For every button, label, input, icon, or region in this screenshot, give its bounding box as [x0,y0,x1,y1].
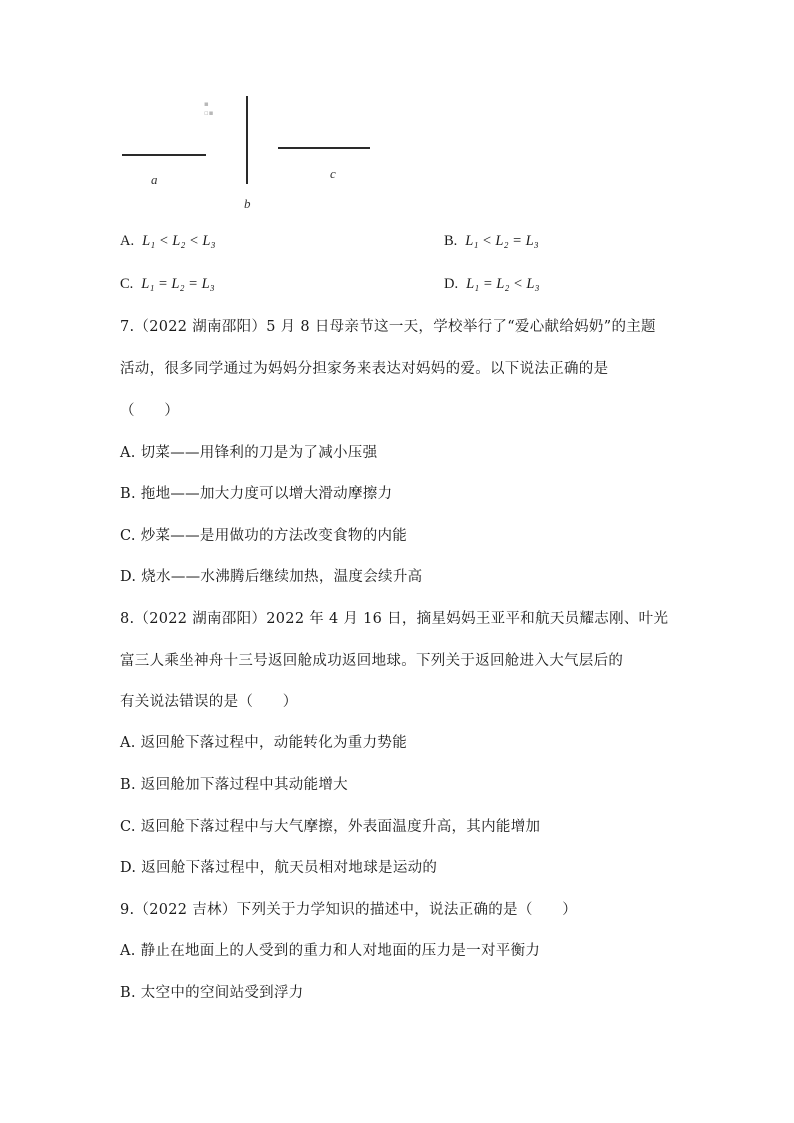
segment-b [246,96,248,184]
line-segments-figure [0,0,794,220]
q8-option-b: B. 返回舱加下落过程中其动能增大 [120,777,348,793]
q6-option-d-letter: D. [444,276,459,292]
q7-option-b: B. 拖地——加大力度可以增大滑动摩擦力 [120,486,393,502]
q6-option-b-expr: L₁ < L₂ = L₃ [465,233,539,249]
q9-option-a: A. 静止在地面上的人受到的重力和人对地面的压力是一对平衡力 [120,943,541,959]
q6-option-d-expr: L₁ = L₂ < L₃ [466,276,540,292]
q7-stem-line-1: 7.（2022 湖南邵阳）5 月 8 日母亲节这一天，学校举行了“爱心献给妈奶”的主题 [120,319,656,335]
segment-c-label: c [330,166,336,181]
q8-option-d: D. 返回舱下落过程中，航天员相对地球是运动的 [120,860,438,876]
segment-a-label: a [151,172,158,187]
q6-option-b-letter: B. [444,233,458,249]
q6-option-c-expr: L₁ = L₂ = L₃ [141,276,215,292]
q8-option-c: C. 返回舱下落过程中与大气摩擦，外表面温度升高，其内能增加 [120,819,541,835]
q6-option-a-letter: A. [120,233,135,249]
q8-stem-line-2: 富三人乘坐神舟十三号返回舱成功返回地球。下列关于返回舱进入大气层后的 [120,653,624,669]
q9-option-b: B. 太空中的空间站受到浮力 [120,985,304,1001]
scan-smudge: ▪ ▫▪ [204,100,214,117]
q8-stem-line-3: 有关说法错误的是（ ） [120,694,298,710]
q6-option-c [120,276,215,293]
segment-c [278,147,370,149]
segment-b-label: b [244,196,251,211]
q6-option-a-expr: L₁ < L₂ < L₃ [142,233,216,249]
q7-stem-line-2: 活动，很多同学通过为妈妈分担家务来表达对妈妈的爱。以下说法正确的是 [120,361,609,377]
q7-option-c: C. 炒菜——是用做功的方法改变食物的内能 [120,528,408,544]
q6-option-c-letter: C. [120,276,134,292]
q6-option-a [120,233,216,250]
q6-option-d [444,276,540,293]
q6-option-b [444,233,539,250]
q7-option-a: A. 切菜——用锋利的刀是为了减小压强 [120,445,378,461]
q8-stem-line-1: 8.（2022 湖南邵阳）2022 年 4 月 16 日，摘星妈妈王亚平和航天员耀志刚、叶光 [120,611,669,627]
q7-stem-line-3: （ ） [120,403,180,419]
segment-a [122,154,206,156]
q9-stem-line-1: 9.（2022 吉林）下列关于力学知识的描述中，说法正确的是（ ） [120,902,578,918]
q8-option-a: A. 返回舱下落过程中，动能转化为重力势能 [120,735,407,751]
q7-option-d: D. 烧水——水沸腾后继续加热，温度会续升高 [120,569,423,585]
